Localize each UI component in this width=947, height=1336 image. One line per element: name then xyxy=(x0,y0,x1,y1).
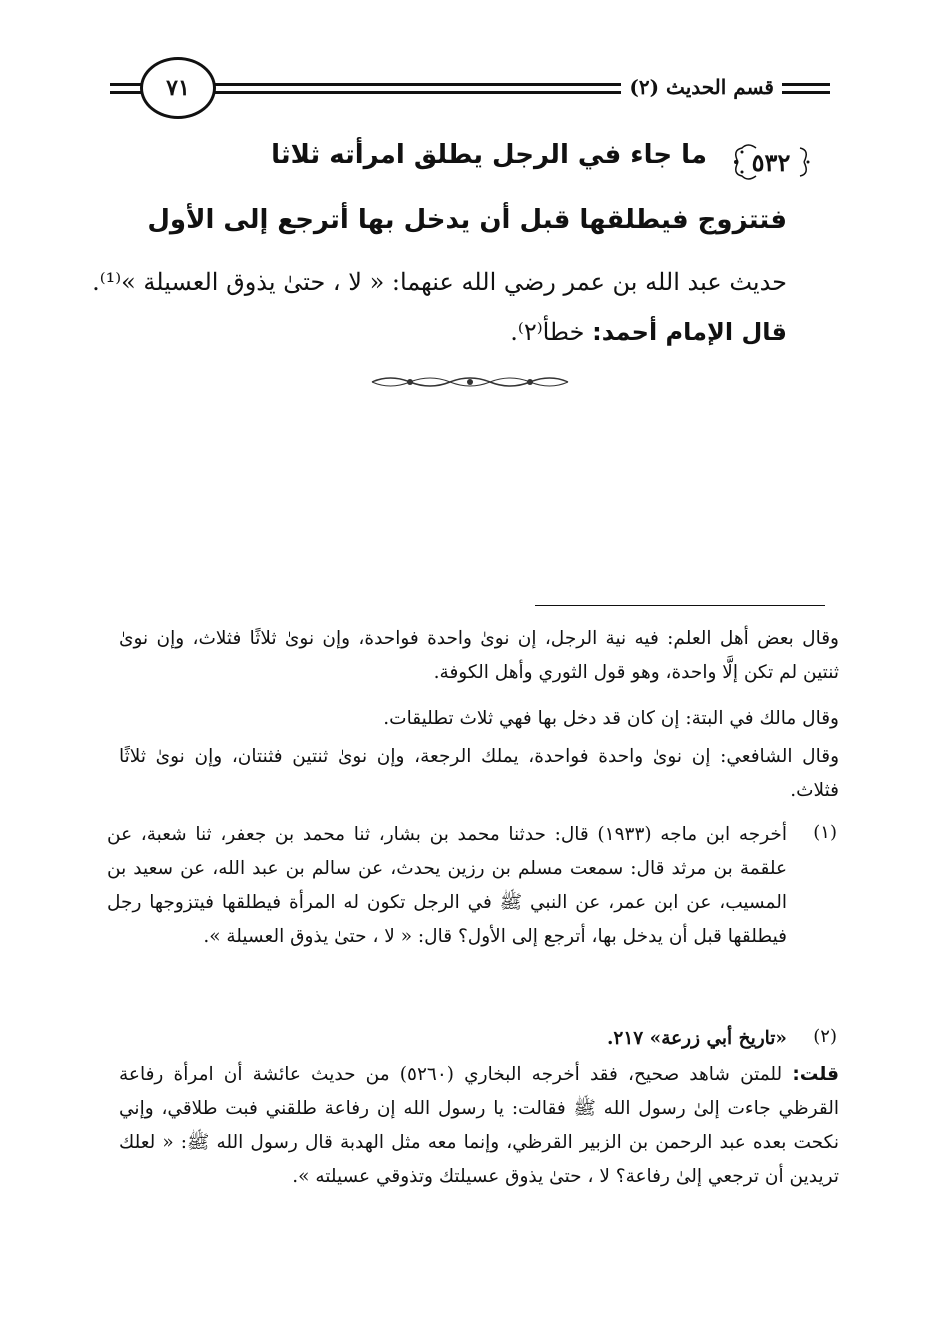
footnote-2-comment xyxy=(119,1058,839,1194)
ornamental-divider-icon xyxy=(370,372,570,392)
hadith-text: حديث عبد الله بن عمر رضي الله عنهما: « لا ، حتىٰ يذوق العسيلة »⁽¹⁾. xyxy=(92,268,787,296)
footnote-1-marker: (١) xyxy=(813,822,837,843)
section-heading-line2: فتتزوج فيطلقها قبل أن يدخل بها أترجع إلى الأول xyxy=(147,205,787,235)
imam-label: قال الإمام أحمد: xyxy=(592,318,787,346)
hadith-number-badge xyxy=(728,140,814,184)
footnote-continuation-1: وقال بعض أهل العلم: فيه نية الرجل، إن نوىٰ واحدة فواحدة، وإن نوىٰ ثلاثًا فثلاث، وإن نوىٰ ثنتين لم تكن إلَّا واحدة، وهو قول الثوري وأهل الكوفة. xyxy=(119,628,839,683)
footnote-2-source: «تاريخ أبي زرعة» ٢١٧. xyxy=(606,1028,787,1049)
footnote-1-text: أخرجه ابن ماجه (١٩٣٣) قال: حدثنا محمد بن بشار، ثنا محمد بن جعفر، ثنا شعبة، عن علقمة بن مرثد قال: سمعت مسلم بن رزين يحدث، عن سالم بن عبد الله، عن سعيد بن المسيب، عن ابن عمر، عن النبي ﷺ في الرجل تكون له المرأة فيطلقها فيتزوجها رجل فيطلقها قبل أن يدخل بها، أترجع إلى الأول؟ قال: « لا ، حتىٰ يذوق العسيلة ». xyxy=(107,824,787,947)
imam-verdict: خطأ⁽٢⁾. xyxy=(510,318,585,346)
imam-statement xyxy=(147,318,787,346)
footnote-continuation-3: وقال الشافعي: إن نوىٰ واحدة فواحدة، يملك الرجعة، وإن نوىٰ ثنتين فثنتان، وإن نوىٰ ثلاثًا فثلاث. xyxy=(119,746,839,801)
footnote-2-comment-text: للمتن شاهد صحيح، فقد أخرجه البخاري (٥٢٦٠) من حديث عائشة أن امرأة رفاعة القرظي جاءت إلىٰ رسول الله ﷺ فقالت: يا رسول الله إن رفاعة طلقني فبت طلاقي، وإني نكحت بعده عبد الرحمن بن الزبير القرظي، وإنما معه مثل الهدبة قال رسول الله ﷺ: « لعلك تريدين أن ترجعي إلىٰ رفاعة؟ لا ، حتىٰ يذوق عسيلتك وتذوقي عسيلته ». xyxy=(119,1064,839,1187)
footnote-2-label: قلت: xyxy=(792,1064,839,1085)
footnote-2-marker: (٢) xyxy=(813,1026,837,1047)
hadith-number: ٥٣٢ xyxy=(751,147,791,177)
section-heading-line1: ما جاء في الرجل يطلق امرأته ثلاثا xyxy=(271,140,707,170)
page-header xyxy=(110,55,830,125)
footnote-continuation-2: وقال مالك في البتة: إن كان قد دخل بها فهي ثلاث تطليقات. xyxy=(383,708,839,729)
page-number: ٧١ xyxy=(166,75,190,101)
footnote-divider xyxy=(535,605,825,606)
running-title: قسم الحديث (٢) xyxy=(621,75,782,99)
page-number-badge xyxy=(140,57,216,119)
